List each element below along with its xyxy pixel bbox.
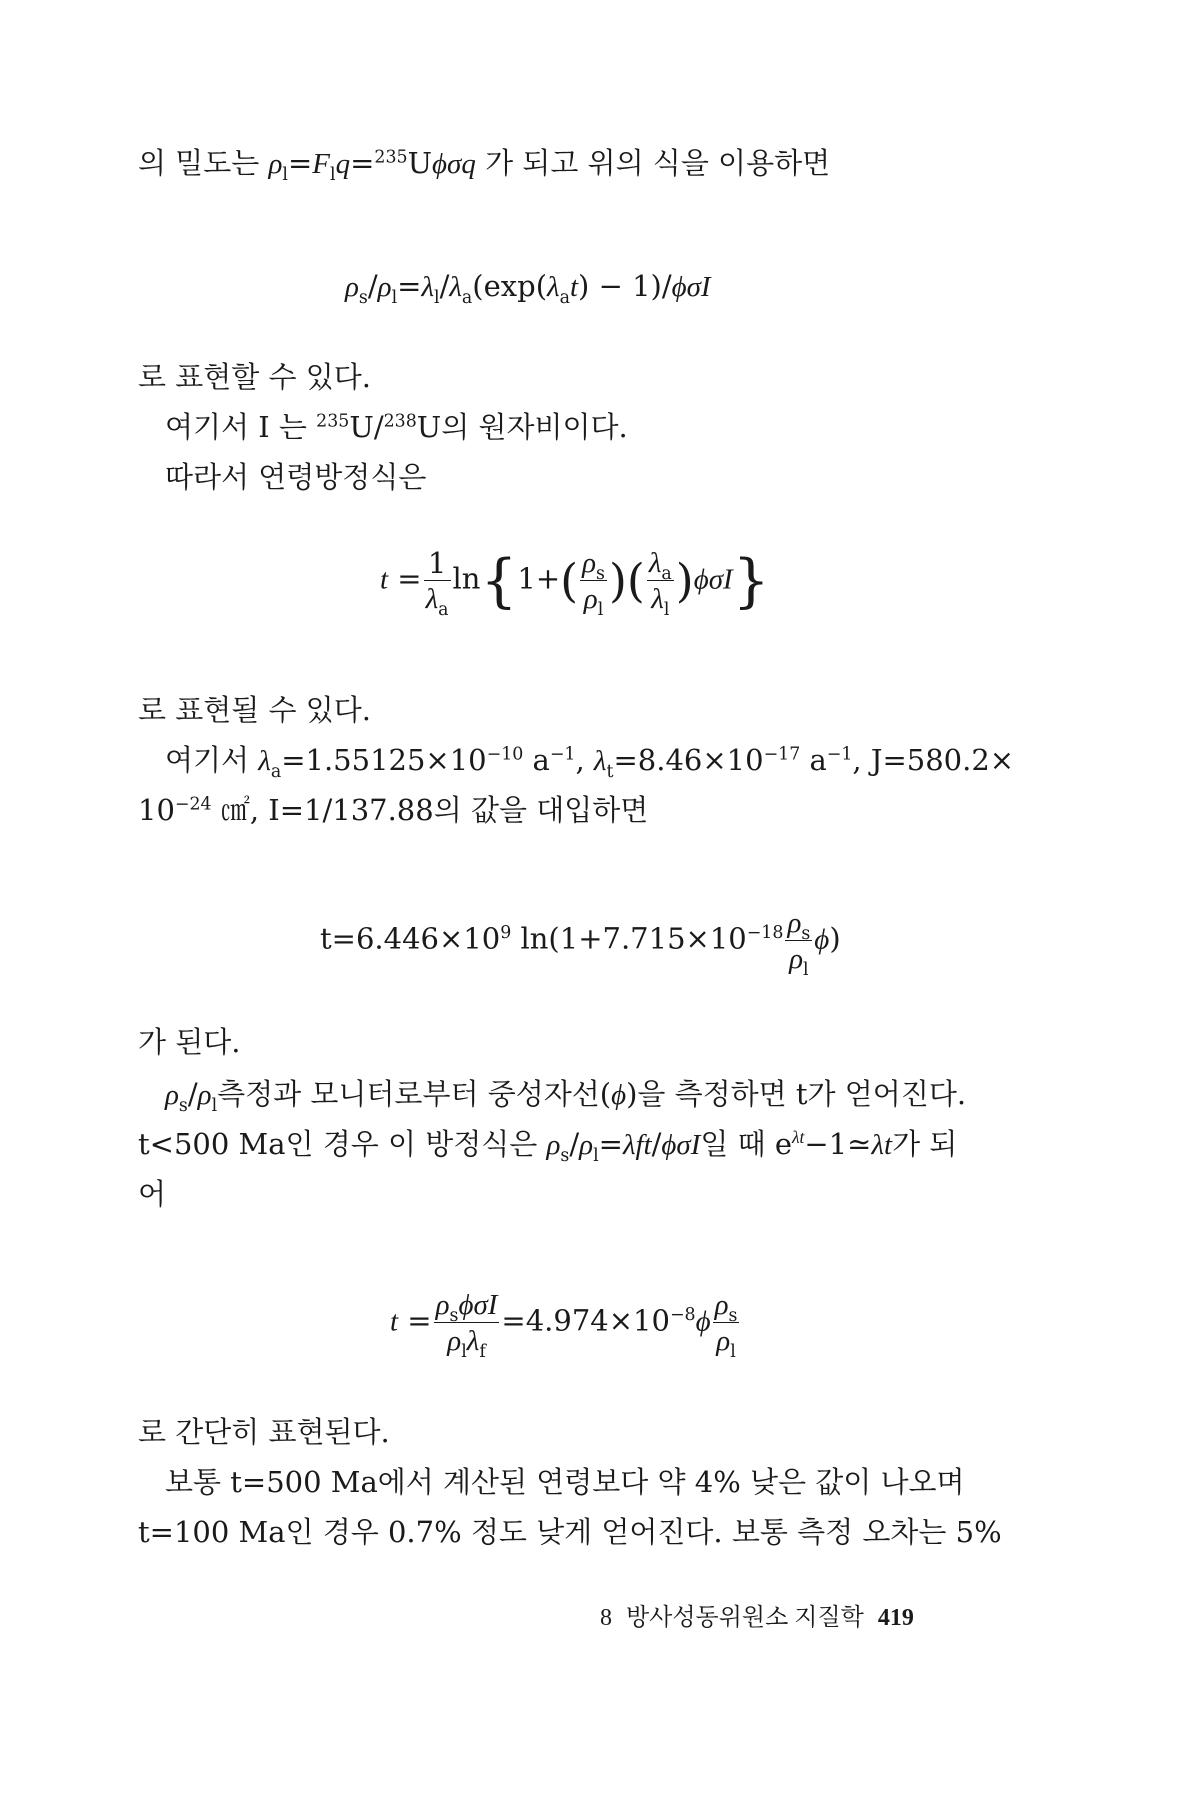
page-number: 419 <box>877 1605 914 1631</box>
text-line-expressed: 로 표현할 수 있다. <box>138 360 371 394</box>
equation-age: t = $\frac{1}{\lambda_a}$ ln{1+( $\frac{\rho_s}{\rho_l}$ )( $\frac{\lambda_a}{\lambda_l}$ )ϕσI} <box>380 545 770 620</box>
text-line-comparison: 보통 t=500 Ma에서 계산된 연령보다 약 4% 낮은 값이 나오며 <box>165 1465 965 1499</box>
text-line-age-equation-intro: 따라서 연령방정식은 <box>165 460 427 494</box>
equation-numeric-age: $t=6.446\times 10^9$ $\ln(1+7.715\times 10^{-18}$ $\frac{\rho_s}{\rho_l}$ ϕ) <box>320 907 841 980</box>
chapter-title: 방사성동위원소 지질학 <box>626 1605 864 1631</box>
text-line-expressed-2: 로 표현될 수 있다. <box>138 693 371 727</box>
text-line-simplified: 로 간단히 표현된다. <box>138 1415 390 1449</box>
equation-simplified-age: t = $\frac{\rho_s\phi\sigma I}{\rho_l\lambda_f}$ $=4.974\times 10^{-8}\phi$ $\frac{\rho_s}{\rho_l}$ <box>390 1289 738 1362</box>
text-line-becomes: 가 된다. <box>138 1025 241 1059</box>
text-line-error: t=100 Ma인 경우 0.7% 정도 낮게 얻어진다. 보통 측정 오차는 5% <box>138 1515 1002 1549</box>
text-line-constants-2: $10^{-24}$ ㎠, I=1/137.88의 값을 대입하면 <box>138 793 649 827</box>
text-line-approximation: t<500 Ma인 경우 이 방정식은 $\rho_s/\rho_l=\lambda ft$/ϕσI일 때 $e^{\lambda t}-1≃\lambda t$가 되 <box>138 1127 958 1166</box>
page-footer <box>600 1603 914 1633</box>
text-line-isotope-ratio: 여기서 I 는 $^{235}$U/$^{238}$U의 원자비이다. <box>165 410 628 444</box>
equation-ratio: $\rho_s/\rho_l=\lambda_l/\lambda_a(\exp(\lambda_at) - 1)/\phi\sigma I$ <box>345 269 711 308</box>
chapter-number: 8 <box>600 1605 612 1631</box>
text-line-constants: 여기서 $\lambda_a=1.55125\times 10^{-10}$ $a^{-1}$, $\lambda_t=8.46\times 10^{-17}$ $a^{-1}$, J=580.2× <box>165 743 1015 782</box>
text-line-continuation: 어 <box>138 1177 167 1211</box>
text-line-density: 의 밀도는 $\rho_l=F_lq=^{235}U\phi\sigma q$ 가 되고 위의 식을 이용하면 <box>138 146 831 185</box>
text-line-measurement: $\rho_s/\rho_l$측정과 모니터로부터 중성자선(ϕ)을 측정하면 t가 얻어진다. <box>165 1077 967 1116</box>
